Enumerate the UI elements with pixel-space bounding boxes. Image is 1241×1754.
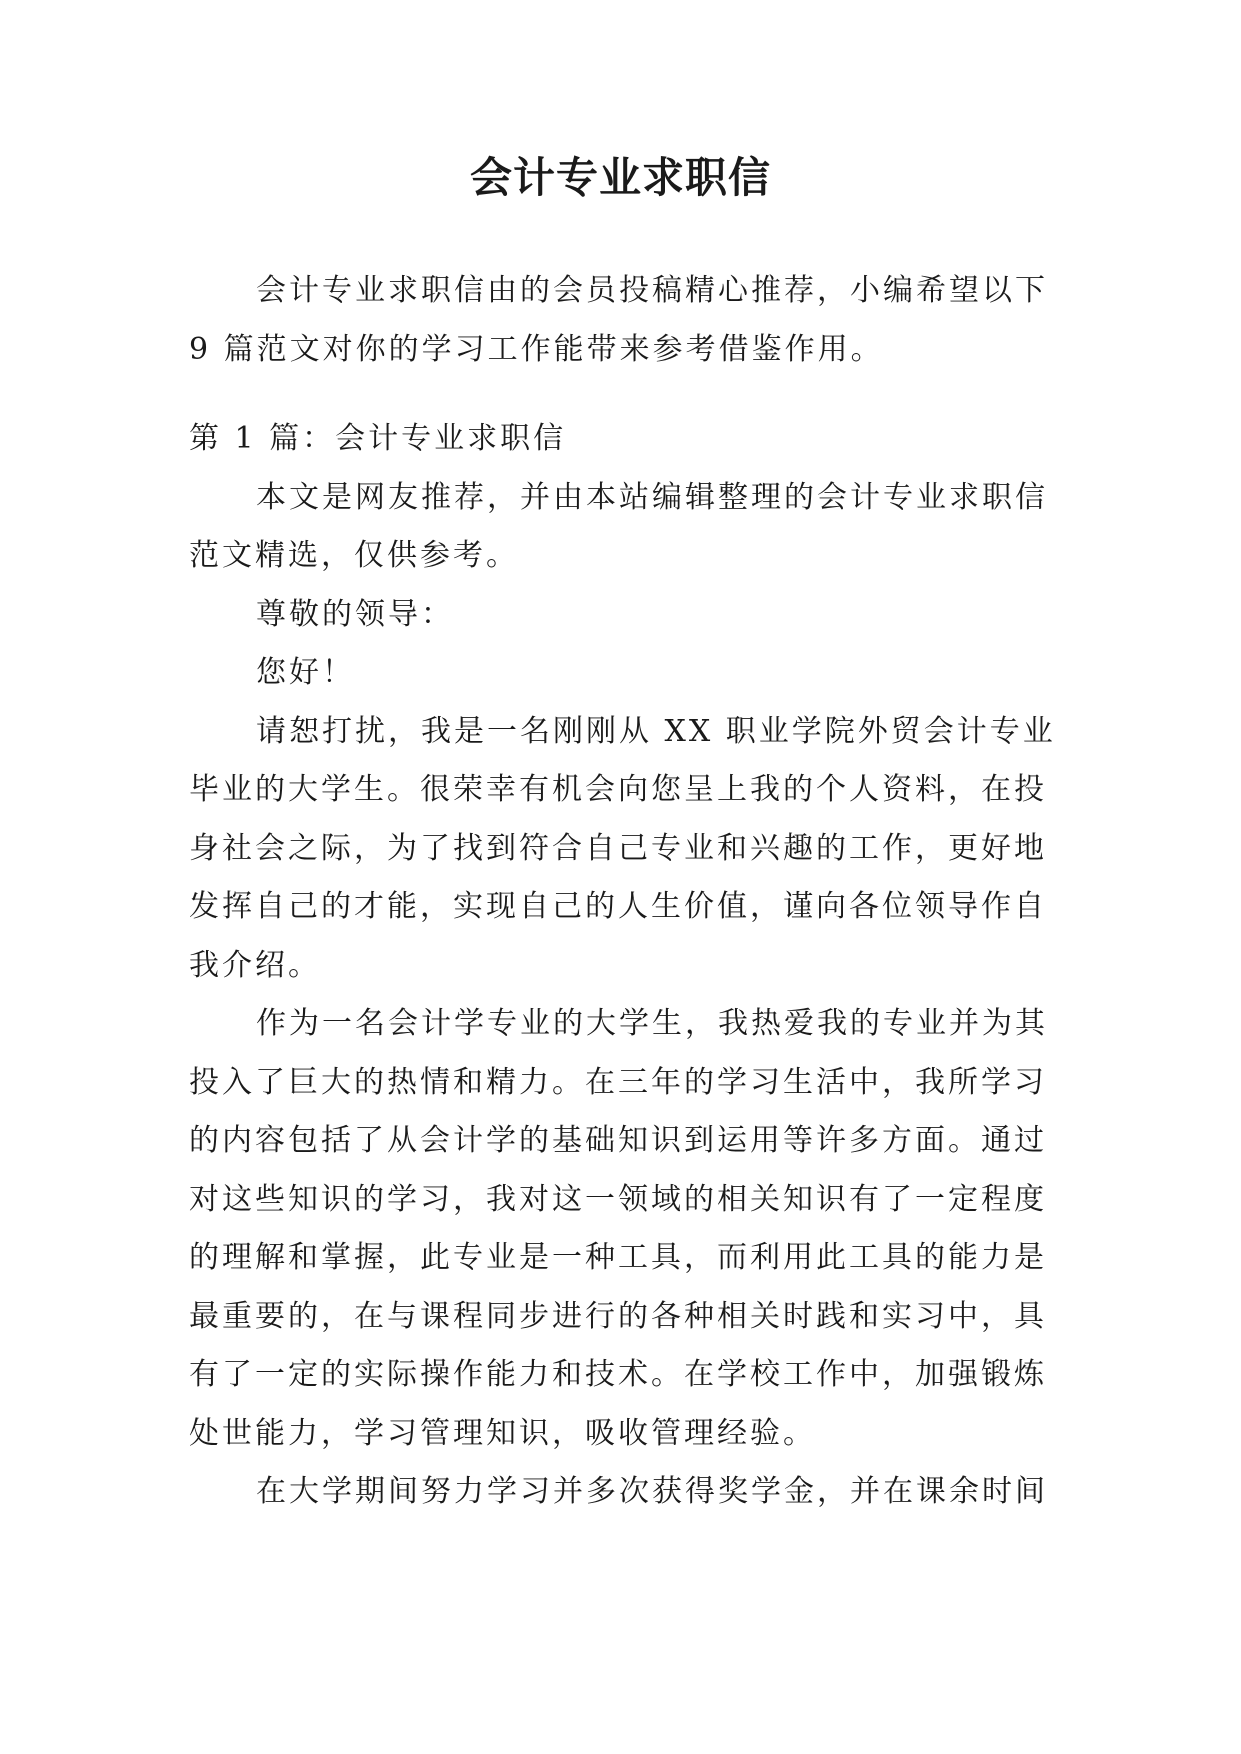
body-line: 请恕打扰，我是一名刚刚从 XX 职业学院外贸会计专业 [256,713,1056,749]
body-line: 对这些知识的学习，我对这一领域的相关知识有了一定程度 [189,1181,1047,1217]
document-title: 会计专业求职信 [469,153,771,202]
body-line: 本文是网友推荐，并由本站编辑整理的会计专业求职信 [256,479,1048,515]
intro-line: 9 篇范文对你的学习工作能带来参考借鉴作用。 [189,331,884,367]
body-line: 的理解和掌握，此专业是一种工具，而利用此工具的能力是 [189,1240,1047,1275]
article-body [189,410,1056,1522]
body-line: 处世能力，学习管理知识，吸收管理经验。 [189,1415,816,1451]
body-line: 作为一名会计学专业的大学生，我热爱我的专业并为其 [256,1006,1048,1041]
body-line: 发挥自己的才能，实现自己的人生价值，谨向各位领导作自 [189,889,1047,924]
salutation: 尊敬的领导： [256,596,454,632]
body-line: 我介绍。 [189,947,321,983]
body-line: 有了一定的实际操作能力和技术。在学校工作中，加强锻炼 [189,1357,1047,1392]
body-line: 在大学期间努力学习并多次获得奖学金，并在课余时间 [256,1474,1048,1509]
intro-line: 会计专业求职信由的会员投稿精心推荐，小编希望以下 [256,273,1048,308]
greeting: 您好！ [256,655,355,690]
section-heading: 第 1 篇：会计专业求职信 [189,421,567,456]
body-line: 投入了巨大的热情和精力。在三年的学习生活中，我所学习 [189,1064,1047,1100]
body-line: 最重要的，在与课程同步进行的各种相关时践和实习中，具 [189,1298,1047,1334]
body-line: 身社会之际，为了找到符合自己专业和兴趣的工作，更好地 [189,830,1047,866]
body-line: 范文精选，仅供参考。 [189,538,519,573]
body-line: 的内容包括了从会计学的基础知识到运用等许多方面。通过 [189,1123,1047,1158]
body-line: 毕业的大学生。很荣幸有机会向您呈上我的个人资料，在投 [189,772,1047,807]
intro-paragraph [189,262,1049,379]
